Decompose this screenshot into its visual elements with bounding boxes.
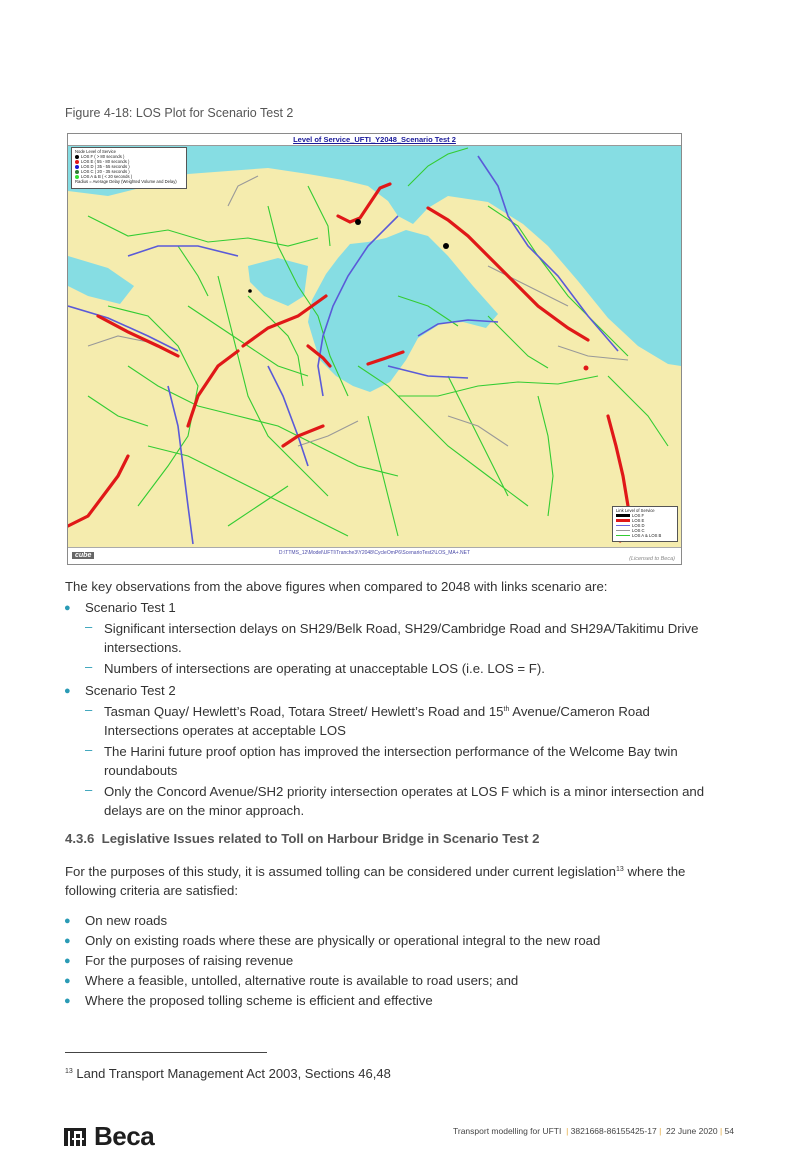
map-license: (Licensed to Beca) (629, 556, 675, 562)
node-legend-title: Node Level of Service (75, 149, 116, 154)
legend-item: LOS D (632, 523, 645, 528)
node-los-f (443, 243, 449, 249)
legend-line-icon (616, 514, 630, 517)
legend-item: LOS E (632, 518, 645, 523)
legend-item: LOS F (632, 513, 645, 518)
legend-line-icon (616, 519, 630, 522)
legend-line-icon (616, 525, 630, 526)
scenario2-item: The Harini future proof option has improved the intersection performance of the Welcome Bay twin roundabouts (104, 744, 678, 778)
dash-icon: – (85, 782, 93, 797)
dash-icon: – (85, 619, 93, 634)
map-title: Level of Service_UFTI_Y2048_Scenario Test 2 (293, 135, 456, 144)
legend-item: LOS D ( 35 - 55 seconds ) (81, 164, 130, 169)
bullet-icon: ● (64, 915, 71, 927)
los-map-figure (67, 133, 682, 565)
dash-icon: – (85, 659, 93, 674)
legend-dot-icon (75, 170, 79, 174)
node-los-f (355, 219, 361, 225)
legend-item: LOS C (632, 528, 645, 533)
bullet-icon: ● (64, 995, 71, 1007)
dash-icon: – (85, 702, 93, 717)
bullet-icon: ● (64, 955, 71, 967)
cube-logo: cube (72, 552, 94, 559)
node-legend (71, 147, 187, 189)
node-los-e (584, 366, 589, 371)
bullet-icon: ● (64, 685, 71, 697)
bullet-icon: ● (64, 935, 71, 947)
scenario2-label: Scenario Test 2 (85, 683, 176, 698)
legend-dot-icon (75, 155, 79, 159)
dash-icon: – (85, 742, 93, 757)
legislation-paragraph: For the purposes of this study, it is assumed tolling can be considered under current legislation$^{13}$ where the following criteria are satisfied: (65, 864, 686, 898)
scenario2-item: Only the Concord Avenue/SH2 priority intersection operates at LOS F which is a minor intersection and delays are on the minor approach. (104, 784, 705, 818)
map-file-path: D:\TTMS_12\Model\UFTI\Tranche3\Y2048\CycleOmP6\ScenarioTest2\LOS_MA+.NET (278, 550, 471, 556)
section-heading: 4.3.6 Legislative Issues related to Toll on Harbour Bridge in Scenario Test 2 (65, 831, 540, 846)
criteria-item: For the purposes of raising revenue (85, 953, 294, 968)
scenario2-item: Tasman Quay/ Hewlett’s Road, Totara Street/ Hewlett’s Road and 15th Avenue/Cameron Road Intersections operates at acceptable LOS (104, 704, 650, 738)
legend-item: LOS A & B ( < 20 seconds ) (81, 174, 133, 179)
legend-item: LOS F ( > 80 seconds ) (81, 154, 125, 159)
scenario1-item: Significant intersection delays on SH29/Belk Road, SH29/Cambridge Road and SH29A/Takitimu Drive intersections. (104, 621, 699, 655)
criteria-item: Where a feasible, untolled, alternative route is available to road users; and (85, 973, 519, 988)
map-footer (68, 547, 681, 564)
bullet-icon: ● (64, 975, 71, 987)
footnote-rule (65, 1052, 267, 1053)
legend-item: LOS E ( 55 - 80 seconds ) (81, 159, 130, 164)
brand-name: Beca (94, 1121, 155, 1151)
legend-dot-icon (75, 160, 79, 164)
legend-dot-icon (75, 165, 79, 169)
legend-line-icon (616, 530, 630, 531)
footnote: $^{13}$ Land Transport Management Act 2003, Sections 46,48 (65, 1066, 391, 1081)
page-footer: Transport modelling for UFTI | 3821668-86155425-17 | 22 June 2020 | 54 (453, 1126, 734, 1136)
map-title-bar (68, 134, 681, 146)
figure-caption: Figure 4-18: LOS Plot for Scenario Test 2 (65, 106, 294, 120)
legend-item: LOS A & LOS B (632, 533, 662, 538)
node-los-f (248, 289, 252, 293)
link-legend-title: Link Level of Service (616, 508, 655, 513)
legend-item: LOS C ( 20 - 35 seconds ) (81, 169, 130, 174)
scenario1-label: Scenario Test 1 (85, 600, 176, 615)
beca-mark-icon (64, 1126, 90, 1148)
legend-dot-icon (75, 175, 79, 179)
node-legend-footer: Radius = Average Delay (Weighted Volume and Delay) (75, 179, 177, 184)
los-map (68, 146, 681, 548)
criteria-item: Where the proposed tolling scheme is efficient and effective (85, 993, 433, 1008)
observations-intro: The key observations from the above figures when compared to 2048 with links scenario are: (65, 579, 608, 594)
scenario1-item: Numbers of intersections are operating at unacceptable LOS (i.e. LOS = F). (104, 661, 545, 676)
link-legend (612, 506, 678, 542)
bullet-icon: ● (64, 602, 71, 614)
criteria-item: On new roads (85, 913, 168, 928)
legend-line-icon (616, 535, 630, 536)
criteria-item: Only on existing roads where these are physically or operational integral to the new road (85, 933, 601, 948)
beca-logo (64, 1121, 154, 1152)
